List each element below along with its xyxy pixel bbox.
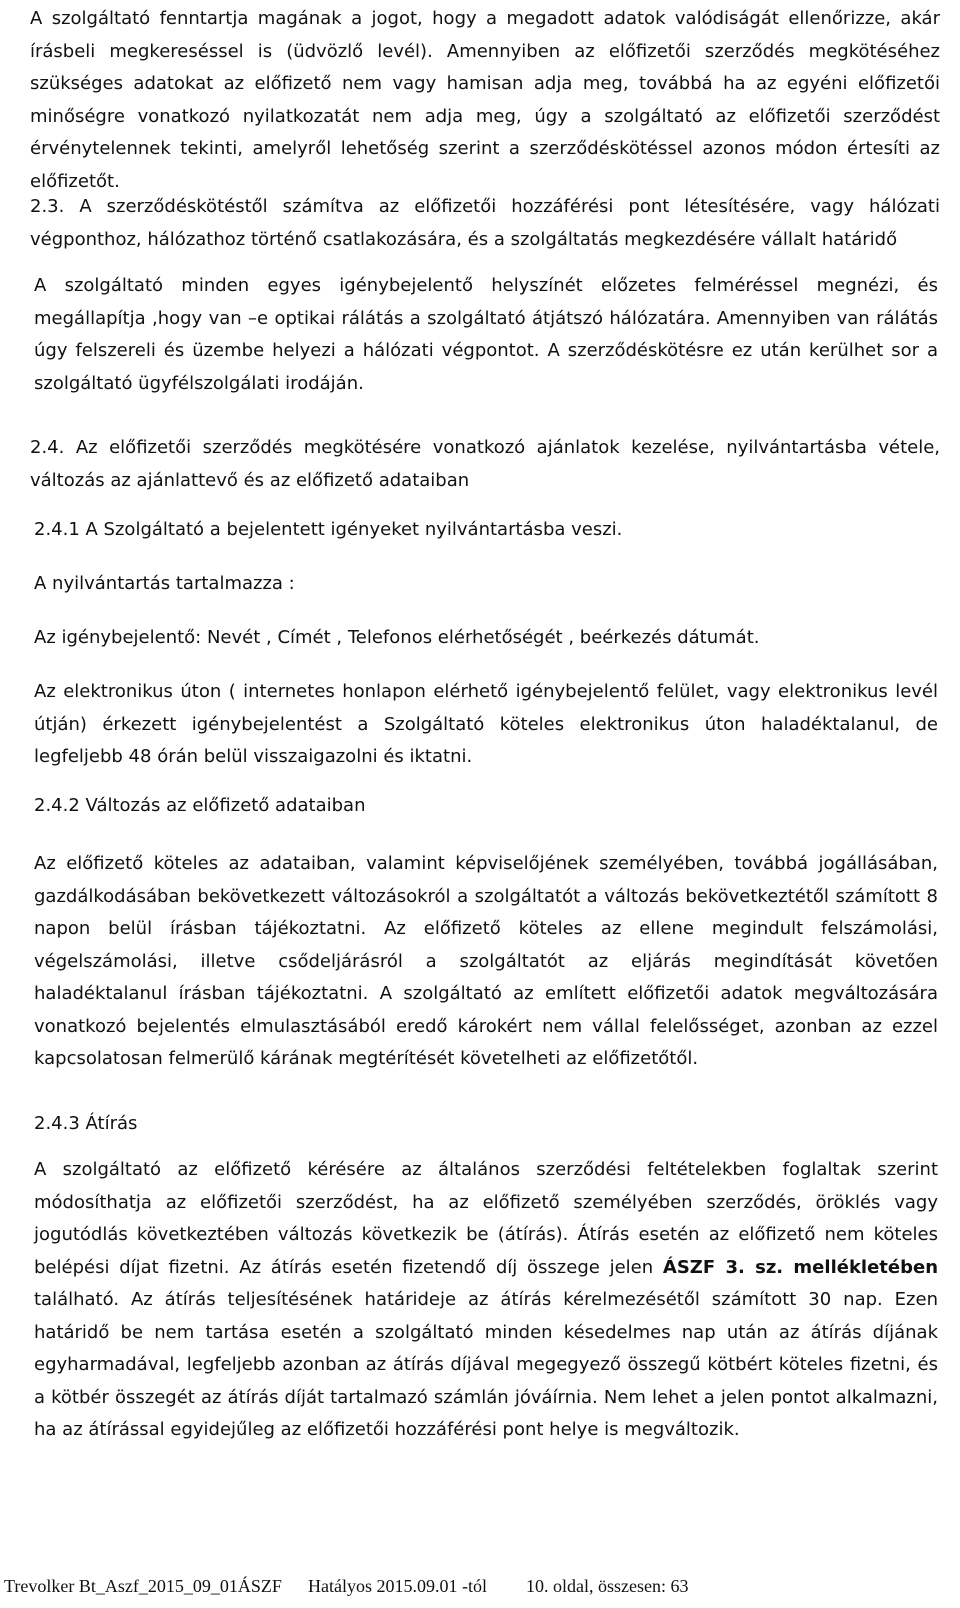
paragraph-transfer (34, 1154, 938, 1447)
paragraph-subscriber-data-changes: Az előfizető köteles az adataiban, valamint képviselőjének személyében, továbbá jogállásában, gazdálkodásában bekövetkezett változásokról a szolgáltatót a változás bekövetkeztétől számított 8 napon belül írásban tájékoztatni. Az előfizető köteles az ellene megindult felszámolási, végelszámolási, illetve csődeljárásról a szolgáltatót az eljárás megindítását követően haladéktalanul írásban tájékoztatni. A szolgáltató az említett előfizetői adatok megváltozására vonatkozó bejelentés elmulasztásából eredő károkért nem vállal felelősséget, azonban az ezzel kapcsolatosan felmerülő kárának megtérítését követelheti az előfizetőtől. (34, 853, 938, 1069)
page-footer (0, 1576, 960, 1604)
paragraph-electronic-requests: Az elektronikus úton ( internetes honlapon elérhető igénybejelentő felület, vagy elektronikus levél útján) érkezett igénybejelentést a Szolgáltató köteles elektronikus úton haladéktalanul, de legfeljebb 48 órán belül visszaigazolni és iktatni. (34, 681, 938, 767)
transfer-text-part-1: A szolgáltató az előfizető kérésére az általános szerződési feltételekben foglaltak szerint módosíthatja az előfizetői szerződést, ha az előfizető személyében szerződés, öröklés vagy jogutódlás következtében változás következik be (átírás). Átírás esetén az előfizető nem köteles belépési díjat fizetni. Az átírás esetén fizetendő díj összege jelen (34, 1159, 938, 1278)
section-2-4-2-heading: 2.4.2 Változás az előfizető adataiban (34, 795, 366, 816)
section-2-4-1-text: 2.4.1 A Szolgáltató a bejelentett igényeket nyilvántartásba veszi. (34, 519, 623, 540)
footer-page-number: 10. oldal, összesen: 63 (526, 1576, 689, 1596)
section-2-4-3-heading: 2.4.3 Átírás (34, 1113, 138, 1134)
footer-document-id: Trevolker Bt_Aszf_2015_09_01ÁSZF (4, 1576, 282, 1596)
paragraph-data-verification: A szolgáltató fenntartja magának a jogot, hogy a megadott adatok valódiságát ellenőrizze, akár írásbeli megkereséssel is (üdvözlő levél). Amennyiben az előfizetői szerződés megkötéséhez szükséges adatokat az előfizető nem vagy hamisan adja meg, továbbá ha az egyéni előfizetői minőségre vonatkozó nyilatkozatát nem adja meg, úgy a szolgáltató az előfizetői szerződést érvénytelennek tekinti, amelyről lehetőség szerint a szerződéskötéssel azonos módon értesíti az előfizetőt. (30, 8, 940, 192)
footer-effective-date: Hatályos 2015.09.01 -tól (308, 1576, 487, 1596)
paragraph-2-4-heading: 2.4. Az előfizetői szerződés megkötésére vonatkozó ajánlatok kezelése, nyilvántartásba vétele, változás az ajánlattevő és az előfizető adataiban (30, 437, 940, 491)
paragraph-2-3-heading: 2.3. A szerződéskötéstől számítva az előfizetői hozzáférési pont létesítésére, vagy hálózati végponthoz, hálózathoz történő csatlakozására, és a szolgáltatás megkezdésére vállalt határidő (30, 196, 940, 250)
paragraph-site-survey: A szolgáltató minden egyes igénybejelentő helyszínét előzetes felméréssel megnézi, és megállapítja ,hogy van –e optikai rálátás a szolgáltató átjátszó hálózatára. Amennyiben van rálátás úgy felszereli és üzembe helyezi a hálózati végpontot. A szerződéskötésre ez után kerülhet sor a szolgáltató ügyfélszolgálati irodáján. (34, 275, 938, 394)
registry-contents-list: Az igénybejelentő: Nevét , Címét , Telefonos elérhetőségét , beérkezés dátumát. (34, 627, 760, 648)
registry-contents-label: A nyilvántartás tartalmazza : (34, 573, 295, 594)
annex-reference: ÁSZF 3. sz. mellékletében (662, 1256, 939, 1278)
transfer-text-part-2: található. Az átírás teljesítésének határideje az átírás kérelmezésétől számított 30 nap. Ezen határidő be nem tartása esetén a szolgáltató minden késedelmes nap után az átírás díjának egyharmadával, legfeljebb azonban az átírás díjával megegyező összegű kötbért köteles fizetni, és a kötbér összegét az átírás díját tartalmazó számlán jóváírnia. Nem lehet a jelen pontot alkalmazni, ha az átírással egyidejűleg az előfizetői hozzáférési pont helye is megváltozik. (34, 1289, 938, 1440)
